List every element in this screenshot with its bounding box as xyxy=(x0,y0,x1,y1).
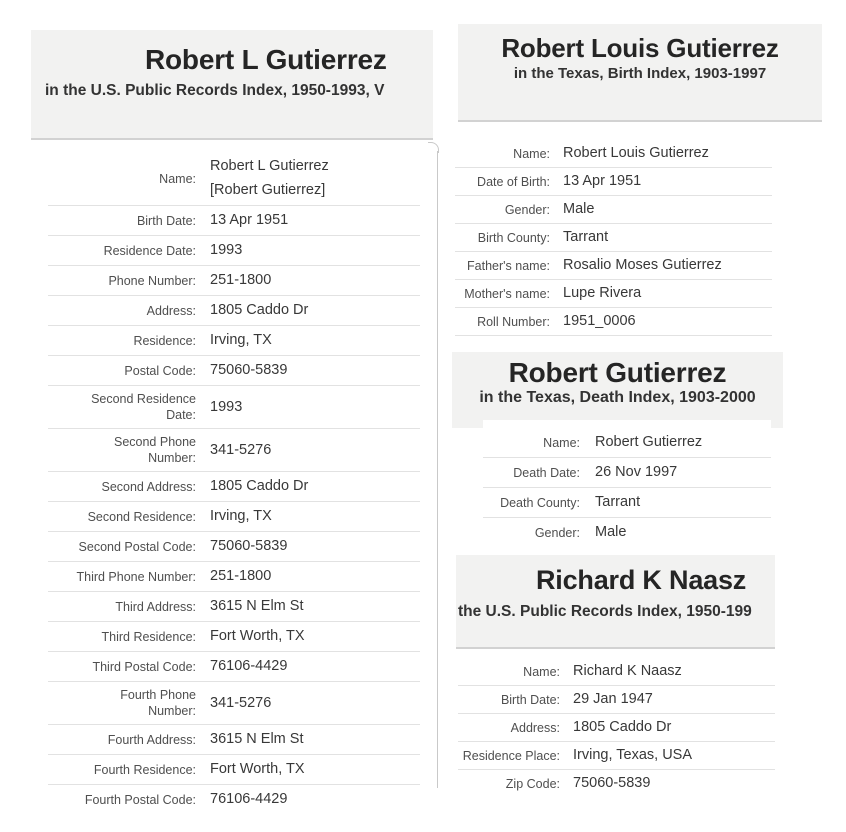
record-row xyxy=(458,713,775,741)
record-row xyxy=(48,754,420,784)
field-label: Residence Place: xyxy=(462,748,560,763)
record-row xyxy=(48,355,420,385)
field-label: Third Residence: xyxy=(101,629,196,644)
record-row xyxy=(483,487,771,517)
field-value xyxy=(210,157,329,200)
field-value xyxy=(210,760,305,779)
field-label: Birth Date: xyxy=(136,213,196,228)
field-value-line: 26 Nov 1997 xyxy=(595,464,678,480)
field-label: Date of Birth: xyxy=(477,174,550,189)
field-value xyxy=(563,144,709,163)
field-label: Name: xyxy=(159,171,196,186)
record-row xyxy=(48,235,420,265)
record-row xyxy=(48,152,420,205)
record-row xyxy=(48,724,420,754)
field-value xyxy=(210,477,308,496)
field-label: Mother's name: xyxy=(464,286,550,301)
field-value-line: Male xyxy=(595,524,627,540)
record-row xyxy=(48,295,420,325)
record-row xyxy=(48,265,420,295)
field-label: Address: xyxy=(146,303,196,318)
field-value-line: Irving, TX xyxy=(210,332,272,348)
field-value-line: 3615 N Elm St xyxy=(210,598,304,614)
field-label: Father's name: xyxy=(467,258,550,273)
field-label: Residence Date: xyxy=(103,243,196,258)
field-value xyxy=(573,746,692,765)
field-value xyxy=(210,211,288,230)
record-row xyxy=(455,196,772,224)
record-row xyxy=(48,681,420,724)
record-row xyxy=(455,140,772,168)
field-value-line: Male xyxy=(563,201,595,217)
field-value-line: 1805 Caddo Dr xyxy=(573,719,672,735)
field-value-line: 13 Apr 1951 xyxy=(563,173,642,189)
field-value-line: Lupe Rivera xyxy=(563,285,642,301)
record-row xyxy=(48,784,420,814)
record-title: Robert Gutierrez xyxy=(508,357,727,388)
field-value-line: Richard K Naasz xyxy=(573,663,682,679)
field-value xyxy=(210,790,287,809)
field-label: Zip Code: xyxy=(505,776,560,791)
record-row xyxy=(48,561,420,591)
field-value xyxy=(210,398,242,417)
record-title: Richard K Naasz xyxy=(536,565,747,595)
field-label: Second Address: xyxy=(101,479,196,494)
field-value xyxy=(210,694,271,713)
field-value-line: Robert Louis Gutierrez xyxy=(563,145,709,161)
field-value-line: Irving, Texas, USA xyxy=(573,747,693,763)
field-value-line: Robert L Gutierrez xyxy=(210,158,329,174)
record-card-header-death-index xyxy=(452,352,783,428)
field-value xyxy=(210,730,304,749)
record-table-public-records-naasz xyxy=(458,658,775,797)
field-value-line: 3615 N Elm St xyxy=(210,731,304,747)
record-row xyxy=(48,501,420,531)
field-value xyxy=(210,331,272,350)
field-label: Third Phone Number: xyxy=(76,569,196,584)
field-value xyxy=(573,662,682,681)
field-value xyxy=(210,657,287,676)
field-value-line: 341-5276 xyxy=(210,441,272,458)
field-value-line: 75060-5839 xyxy=(210,362,288,378)
field-label: Gender: xyxy=(504,202,550,217)
record-row xyxy=(48,621,420,651)
record-row xyxy=(455,308,772,336)
field-label: Fourth Phone Number: xyxy=(120,688,196,718)
field-label: Third Postal Code: xyxy=(92,659,196,674)
record-row xyxy=(455,224,772,252)
field-value-line: Tarrant xyxy=(595,494,641,510)
field-label: Name: xyxy=(523,664,560,679)
record-row xyxy=(455,252,772,280)
field-value-alt: [Robert Gutierrez] xyxy=(210,182,326,198)
field-value xyxy=(210,441,271,460)
field-value xyxy=(210,597,304,616)
record-row xyxy=(48,651,420,681)
field-label: Second Residence: xyxy=(87,509,196,524)
field-value xyxy=(595,463,677,482)
field-label: Gender: xyxy=(534,525,580,540)
record-card-header-birth-index xyxy=(458,24,822,122)
field-value xyxy=(573,690,653,709)
field-value xyxy=(595,523,626,542)
left-panel-right-border xyxy=(437,151,438,788)
field-label: Second Phone Number: xyxy=(113,435,196,465)
field-label: Residence: xyxy=(133,333,196,348)
field-value-line: 76106-4429 xyxy=(210,658,288,674)
field-label: Death Date: xyxy=(513,465,580,480)
record-row xyxy=(458,769,775,797)
field-value xyxy=(563,172,641,191)
field-value xyxy=(210,301,308,320)
field-value-line: 13 Apr 1951 xyxy=(210,212,289,228)
record-subtitle: in the Texas, Birth Index, 1903-1997 xyxy=(513,65,767,82)
field-value xyxy=(210,271,271,290)
field-value xyxy=(210,537,287,556)
field-label: Fourth Postal Code: xyxy=(84,792,196,807)
field-value-line: 75060-5839 xyxy=(573,775,651,791)
record-table-birth-index xyxy=(455,140,772,336)
record-row xyxy=(458,658,775,685)
record-row xyxy=(458,685,775,713)
record-title: Robert Louis Gutierrez xyxy=(501,33,779,63)
field-value xyxy=(563,200,594,219)
field-label: Address: xyxy=(510,720,560,735)
record-row xyxy=(48,591,420,621)
field-value xyxy=(573,774,650,793)
field-value-line: 1951_0006 xyxy=(563,313,636,329)
record-card-header-public-records-naasz xyxy=(456,555,775,649)
field-value-line: 1805 Caddo Dr xyxy=(210,478,309,494)
record-row xyxy=(455,280,772,308)
field-value-line: Fort Worth, TX xyxy=(210,761,305,777)
field-value-line: 1805 Caddo Dr xyxy=(210,302,309,318)
record-row xyxy=(483,457,771,487)
field-value xyxy=(595,433,702,452)
field-value-line: 1993 xyxy=(210,398,243,415)
field-value xyxy=(210,361,287,380)
record-table-death-index xyxy=(483,420,771,547)
record-table-public-records-robert-l xyxy=(48,152,420,814)
field-label: Name: xyxy=(513,146,550,161)
field-value-line: Fort Worth, TX xyxy=(210,628,305,644)
record-row xyxy=(48,385,420,428)
record-row xyxy=(483,517,771,547)
field-label: Third Address: xyxy=(115,599,196,614)
field-value xyxy=(210,241,242,260)
record-row xyxy=(483,428,771,457)
field-value xyxy=(210,627,305,646)
field-label: Death County: xyxy=(500,495,580,510)
field-value-line: Tarrant xyxy=(563,229,609,245)
field-value-line: 1993 xyxy=(210,242,243,258)
field-value-line: 251-1800 xyxy=(210,568,272,584)
field-value-line: Irving, TX xyxy=(210,508,272,524)
field-label: Phone Number: xyxy=(108,273,196,288)
record-title: Robert L Gutierrez xyxy=(145,44,387,75)
field-label: Second Residence Date: xyxy=(91,392,196,422)
field-label: Postal Code: xyxy=(124,363,196,378)
field-value-line: Robert Gutierrez xyxy=(595,434,703,450)
field-value-line: 75060-5839 xyxy=(210,538,288,554)
record-row xyxy=(455,168,772,196)
field-value-line: 341-5276 xyxy=(210,694,272,711)
field-value xyxy=(563,256,722,275)
record-row xyxy=(48,205,420,235)
record-subtitle: the U.S. Public Records Index, 1950-199 xyxy=(458,603,752,620)
record-row xyxy=(48,531,420,561)
field-label: Fourth Address: xyxy=(107,732,196,747)
field-value xyxy=(210,507,272,526)
field-label: Name: xyxy=(543,435,580,450)
record-subtitle: in the Texas, Death Index, 1903-2000 xyxy=(479,389,756,406)
field-label: Roll Number: xyxy=(477,314,550,329)
field-value-line: 29 Jan 1947 xyxy=(573,691,653,707)
field-label: Birth County: xyxy=(477,230,550,245)
record-row xyxy=(48,325,420,355)
field-value-line: Rosalio Moses Gutierrez xyxy=(563,257,722,273)
field-label: Birth Date: xyxy=(500,692,560,707)
field-value xyxy=(595,493,640,512)
field-value xyxy=(563,228,608,247)
record-subtitle: in the U.S. Public Records Index, 1950-1993, V xyxy=(45,82,385,99)
field-value-line: 251-1800 xyxy=(210,272,272,288)
record-row xyxy=(48,428,420,471)
record-row xyxy=(48,471,420,501)
field-value xyxy=(563,312,636,331)
record-card-header-public-records-robert-l xyxy=(31,30,433,140)
field-value-line: 76106-4429 xyxy=(210,791,288,807)
field-label: Fourth Residence: xyxy=(93,762,196,777)
record-row xyxy=(458,741,775,769)
field-value xyxy=(573,718,671,737)
field-value xyxy=(210,567,271,586)
field-value xyxy=(563,284,641,303)
field-label: Second Postal Code: xyxy=(78,539,196,554)
